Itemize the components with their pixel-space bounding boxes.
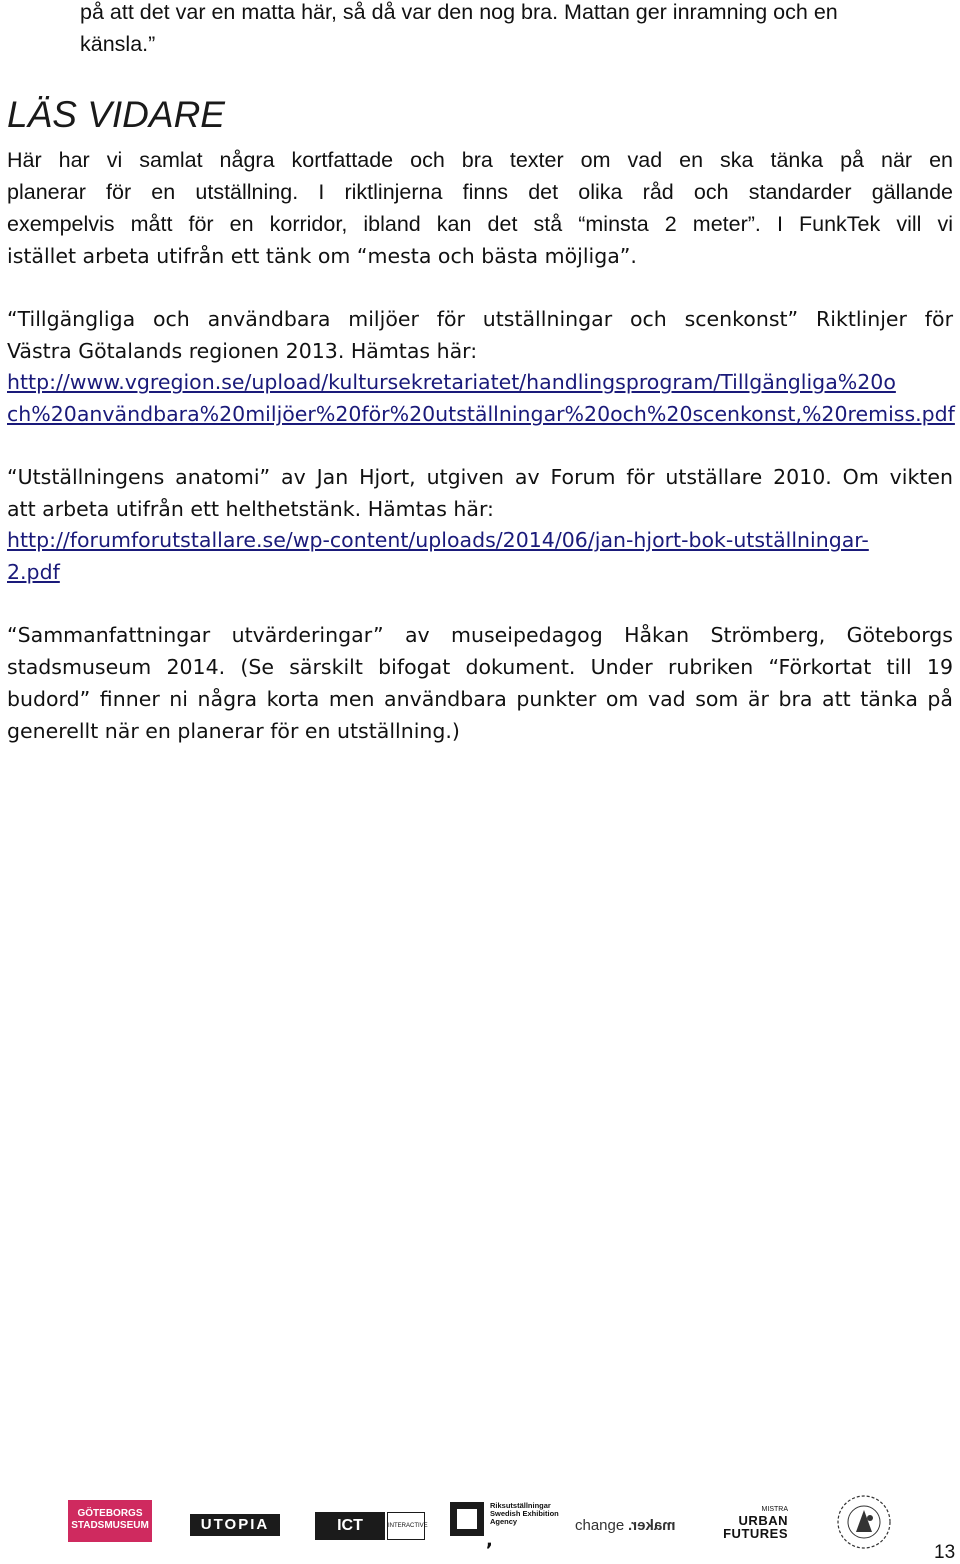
- ref1-url-line-2: [7, 398, 953, 430]
- ref1-line-1: “Tillgängliga och användbara miljöer för utställningar och scenkonst” Riktlinjer för: [7, 307, 953, 331]
- mistra-urban-futures-logo: MISTRA URBAN FUTURES: [723, 1506, 788, 1541]
- intro-line-4: istället arbeta utifrån ett tänk om “mesta och bästa möjliga”.: [7, 244, 637, 268]
- ref2-url-line-2: [7, 556, 953, 588]
- ref2-url-link[interactable]: http://forumforutstallare.se/wp-content/uploads/2014/06/jan-hjort-bok-utställningar-: [7, 528, 869, 552]
- partner-logos: [60, 1490, 920, 1550]
- ref1-line-2: Västra Götalands regionen 2013. Hämtas här:: [7, 339, 478, 363]
- ref1-url-link[interactable]: http://www.vgregion.se/upload/kultursekretariatet/handlingsprogram/Tillgängliga%20o: [7, 370, 896, 394]
- ref2-url-link-cont[interactable]: 2.pdf: [7, 560, 60, 584]
- ref2-url-line-1: [7, 524, 953, 556]
- ref1-url-line-1: [7, 366, 953, 398]
- intro-line-3: exempelvis mått för en korridor, ibland kan det stå “minsta 2 meter”. I FunkTek vill vi: [7, 212, 953, 236]
- riksutstallningar-logo: , Riksutställningar Swedish Exhibition Agency: [450, 1502, 560, 1550]
- arvsfonden-logo: [836, 1494, 892, 1550]
- section-heading: LÄS VIDARE: [7, 94, 225, 135]
- ref3-line-1: “Sammanfattningar utvärderingar” av museipedagog Håkan Strömberg, Göteborgs: [7, 623, 953, 647]
- ref3-line-3: budord” finner ni några korta men användbara punkter om vad som är bra att tänka på: [7, 687, 953, 711]
- ref2-line-1: “Utställningens anatomi” av Jan Hjort, utgiven av Forum för utställare 2010. Om vikten: [7, 465, 953, 489]
- continuation-line-1: på att det var en matta här, så då var den nog bra. Mattan ger inramning och en: [80, 0, 838, 24]
- square-mark-icon: [450, 1502, 484, 1536]
- changemaker-logo: change maker.: [575, 1517, 676, 1534]
- ref2-line-2: att arbeta utifrån ett helthetstänk. Hämtas här:: [7, 497, 494, 521]
- ref1-url-link-cont[interactable]: ch%20användbara%20miljöer%20för%20utställningar%20och%20scenkonst,%20remiss.pdf: [7, 402, 955, 426]
- continuation-line-2: känsla.”: [80, 32, 156, 56]
- goteborgs-stadsmuseum-logo: GÖTEBORGS STADSMUSEUM: [68, 1500, 152, 1542]
- utopia-logo: UTOPIA: [190, 1514, 280, 1536]
- ref3-line-4: generellt när en planerar för en utställning.): [7, 719, 460, 743]
- intro-line-1: Här har vi samlat några kortfattade och bra texter om vad en ska tänka på när en: [7, 148, 953, 172]
- arvsfonden-seal-icon: [836, 1494, 892, 1550]
- page-number: 13: [934, 1542, 956, 1563]
- ref3-line-2: stadsmuseum 2014. (Se särskilt bifogat dokument. Under rubriken “Förkortat till 19: [7, 655, 953, 679]
- swedish-ict-logo: ICT INTERACTIVE: [315, 1512, 425, 1540]
- intro-line-2: planerar för en utställning. I riktlinjerna finns det olika råd och standarder gällande: [7, 180, 953, 204]
